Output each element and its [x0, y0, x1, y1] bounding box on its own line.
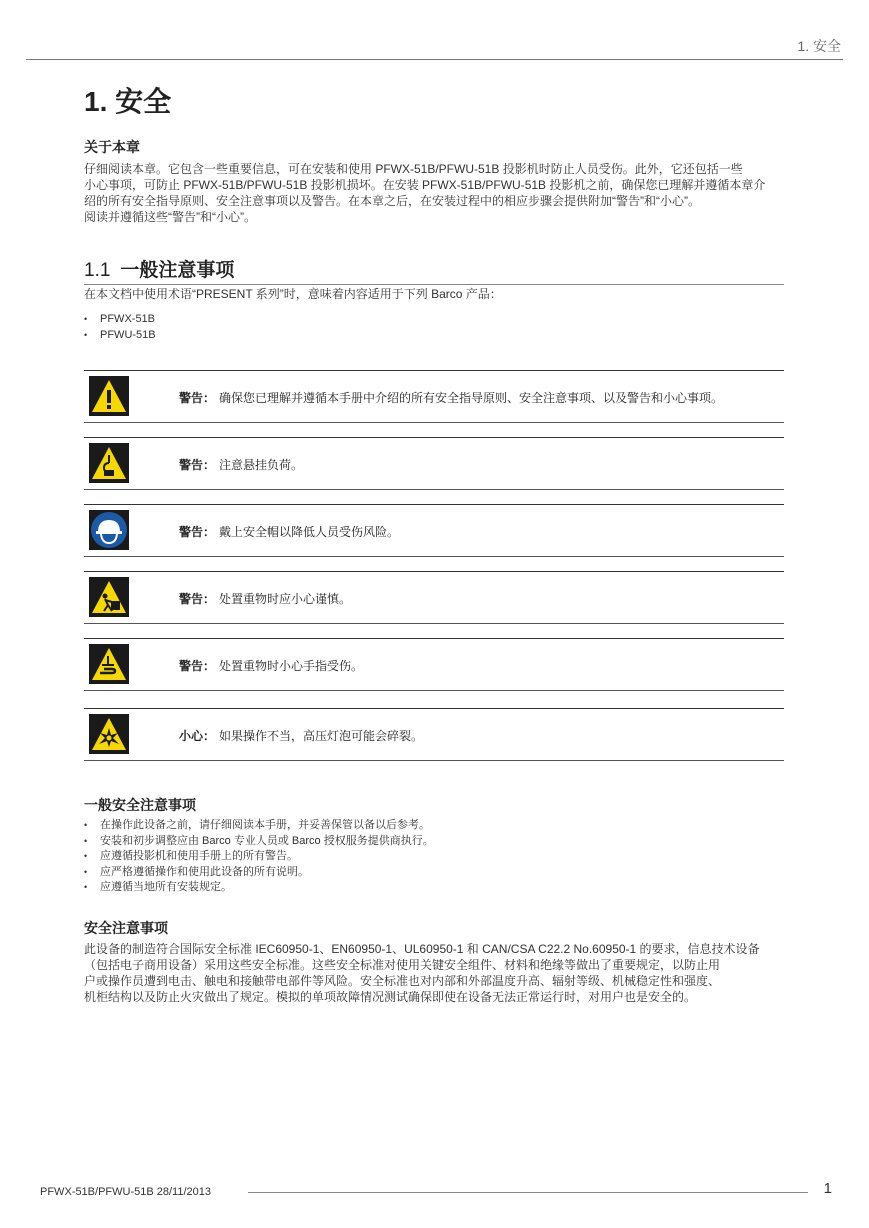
notice-label: 警告：: [179, 391, 216, 405]
list-item: • 安装和初步调整应由 Barco 专业人员或 Barco 授权服务提供商执行。: [84, 834, 434, 850]
section-number: 1.1: [84, 260, 111, 281]
warning-notice: [84, 638, 784, 691]
notice-message: 处置重物时小心手指受伤。: [219, 659, 364, 673]
about-chapter-paragraph: [84, 161, 786, 225]
product-list: [84, 311, 156, 343]
list-item: • 在操作此设备之前，请仔细阅读本手册，并妥善保管以备以后参考。: [84, 818, 434, 834]
list-item: • 应遵循投影机和使用手册上的所有警告。: [84, 849, 434, 865]
notice-message: 确保您已理解并遵循本手册中介绍的所有安全指导原则、安全注意事项、以及警告和小心事项。: [219, 391, 724, 405]
notice-text: [179, 590, 351, 607]
list-item: • PFWU-51B: [84, 327, 156, 343]
warning-notice: [84, 571, 784, 624]
text-line: （包括电子商用设备）采用这些安全标准。这些安全标准对使用关键安全组件、材料和绝缘等做出了重要规定，以防止用: [84, 958, 721, 972]
notice-label: 警告：: [179, 659, 216, 673]
text-line: 此设备的制造符合国际安全标准 IEC60950-1、EN60950-1、UL60950-1 和 CAN/CSA C22.2 No.60950-1 的要求，信息技术设备: [84, 942, 760, 956]
text-line: 阅读并遵循这些“警告”和“小心”。: [84, 210, 256, 224]
notice-message: 注意悬挂负荷。: [219, 458, 304, 472]
list-item: • PFWX-51B: [84, 311, 156, 327]
text-line: 绍的所有安全指导原则、安全注意事项以及警告。在本章之后，在安装过程中的相应步骤会提供附加“警告”和“小心”。: [84, 194, 700, 208]
section-title: [84, 255, 784, 285]
header-divider: [26, 59, 843, 60]
running-header-chapter: 1. 安全: [797, 38, 841, 54]
text-line: 户或操作员遭到电击、触电和接触带电部件等风险。安全标准也对内部和外部温度升高、辐射等级、机械稳定性和强度、: [84, 974, 721, 988]
chapter-title: 1. 安全: [84, 86, 172, 117]
section-title-text: 一般注意事项: [120, 260, 235, 281]
notice-text: [179, 657, 363, 674]
notice-text: [179, 389, 723, 406]
general-safety-heading: 一般安全注意事项: [84, 797, 196, 813]
list-item: • 应遵循当地所有安装规定。: [84, 880, 434, 896]
notice-message: 处置重物时应小心谨慎。: [219, 592, 352, 606]
text-line: 仔细阅读本章。它包含一些重要信息，可在安装和使用 PFWX-51B/PFWU-51B 投影机时防止人员受伤。此外，它还包括一些: [84, 162, 743, 176]
text-line: 机柜结构以及防止火灾做出了规定。模拟的单项故障情况测试确保即使在设备无法正常运行时，对用户也是安全的。: [84, 990, 697, 1004]
explosion-icon: [89, 714, 129, 754]
caution-notice: [84, 708, 784, 761]
page-number: 1: [823, 1180, 832, 1197]
notice-label: 警告：: [179, 458, 216, 472]
general-warning-icon: [89, 376, 129, 416]
safety-notes-paragraph: [84, 941, 786, 1005]
notice-message: 如果操作不当，高压灯泡可能会碎裂。: [219, 729, 424, 743]
warning-notice: [84, 370, 784, 423]
safety-notes-heading: 安全注意事项: [84, 920, 168, 936]
notice-text: [179, 523, 399, 540]
suspended-load-icon: [89, 443, 129, 483]
notice-label: 小心：: [179, 729, 216, 743]
finger-injury-icon: [89, 644, 129, 684]
hard-hat-icon: [89, 510, 129, 550]
footer-divider: [248, 1192, 808, 1193]
heavy-object-icon: [89, 577, 129, 617]
notice-label: 警告：: [179, 592, 216, 606]
warning-notice: [84, 437, 784, 490]
notice-message: 戴上安全帽以降低人员受伤风险。: [219, 525, 400, 539]
list-item: • 应严格遵循操作和使用此设备的所有说明。: [84, 865, 434, 881]
notice-text: [179, 727, 423, 744]
notice-label: 警告：: [179, 525, 216, 539]
text-line: 小心事项，可防止 PFWX-51B/PFWU-51B 投影机损坏。在安装 PFWX-51B/PFWU-51B 投影机之前，确保您已理解并遵循本章介: [84, 178, 766, 192]
footer-model-date: PFWX-51B/PFWU-51B 28/11/2013: [40, 1186, 211, 1198]
about-chapter-heading: 关于本章: [84, 139, 140, 155]
general-safety-list: [84, 818, 434, 896]
section-intro: 在本文档中使用术语“PRESENT 系列”时，意味着内容适用于下列 Barco 产品：: [84, 287, 502, 301]
notice-text: [179, 456, 303, 473]
warning-notice: [84, 504, 784, 557]
